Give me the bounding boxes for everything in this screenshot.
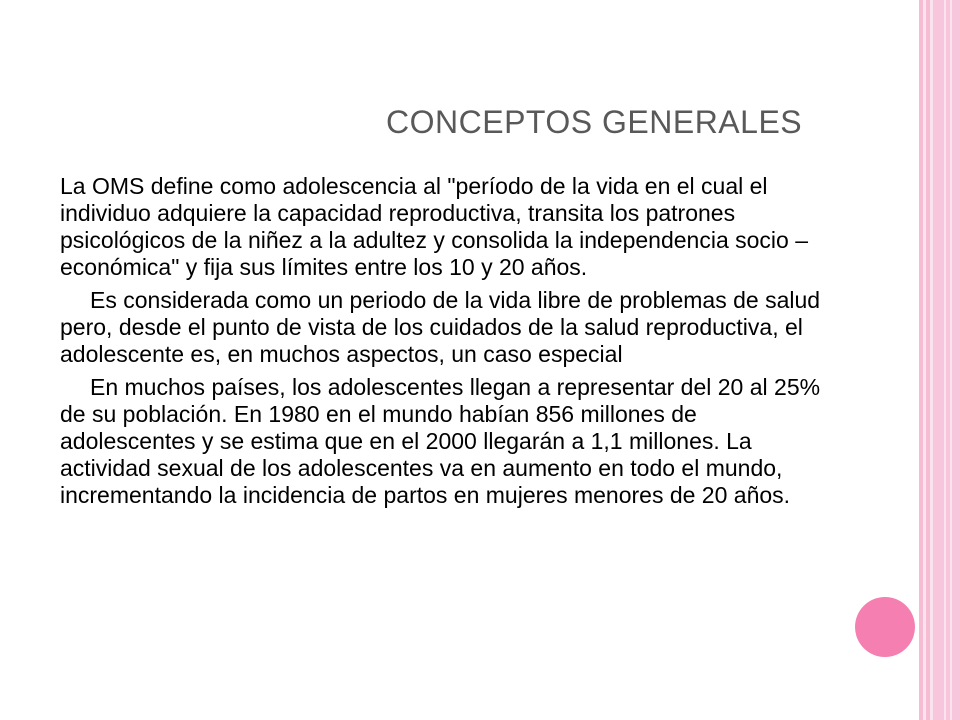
pink-circle-decoration (855, 597, 915, 657)
paragraph-statistics: En muchos países, los adolescentes llegan a representar del 20 al 25% de su población. En 1980 en el mundo habían 856 millones de adolescentes y se estima que en el 2000 llegarán a 1,1 millones. La actividad sexual de los adolescentes va en aumento en todo el mundo, incrementando la incidencia de partos en mujeres menores de 20 años. (60, 374, 821, 508)
slide-body (60, 173, 830, 515)
paragraph-definition: La OMS define como adolescencia al "período de la vida en el cual el individuo adquiere la capacidad reproductiva, transita los patrones psicológicos de la niñez a la adultez y consolida la independencia socio – económica" y fija sus límites entre los 10 y 20 años. (60, 173, 808, 280)
slide-title: CONCEPTOS GENERALES (386, 104, 803, 140)
decorative-stripe (944, 0, 946, 720)
decorative-stripe (933, 0, 960, 720)
decorative-stripe (950, 0, 952, 720)
paragraph-health: Es considerada como un periodo de la vida libre de problemas de salud pero, desde el punto de vista de los cuidados de la salud reproductiva, el adolescente es, en muchos aspectos, un caso especial (60, 287, 821, 367)
